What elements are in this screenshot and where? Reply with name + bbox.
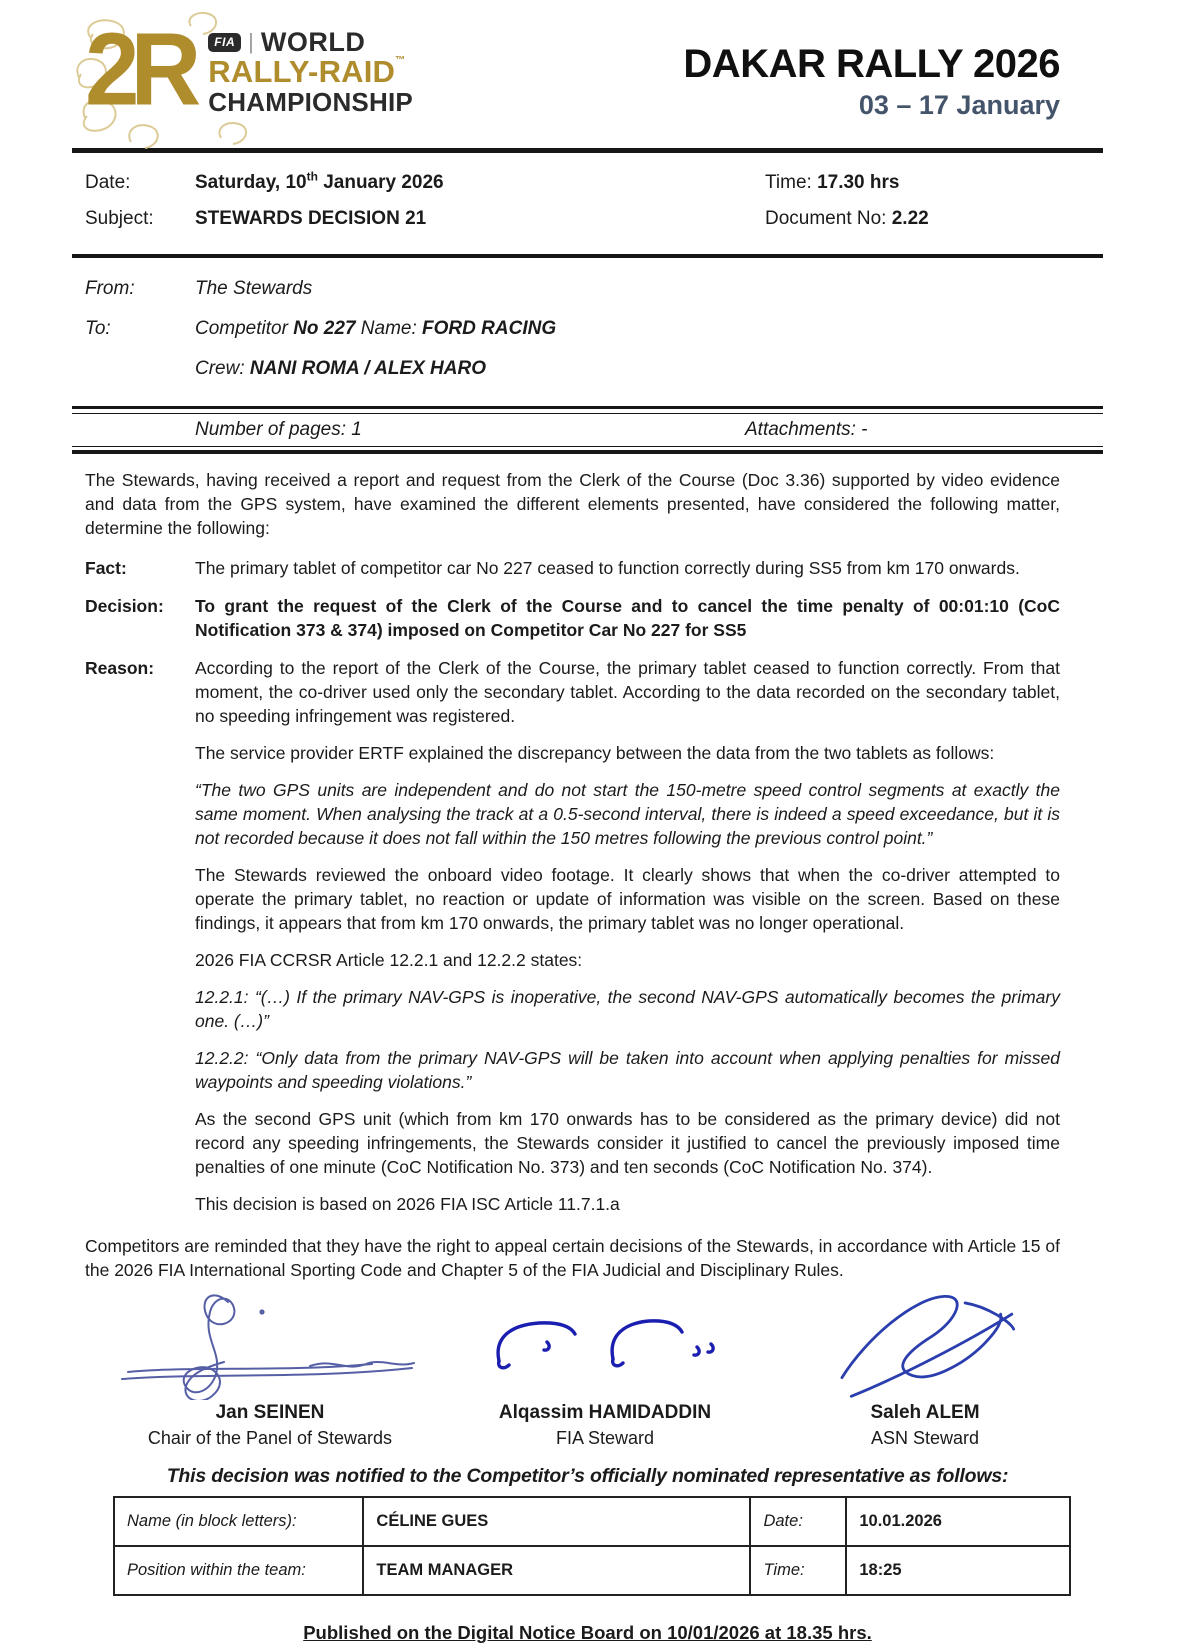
- subject-row: [85, 208, 1060, 230]
- steward-role: Chair of the Panel of Stewards: [147, 1428, 393, 1448]
- reason-paragraph: According to the report of the Clerk of the Course, the primary tablet ceased to function correctly. From that moment, the co-driver used only the secondary tablet. According to the data recorded on the secondary tablet, no speeding infringement was registered.: [195, 658, 1060, 726]
- reason-paragraph: The service provider ERTF explained the discrepancy between the data from the two tablets as follows:: [195, 743, 995, 763]
- subject-value: STEWARDS DECISION 21: [195, 208, 427, 229]
- decision-block: [85, 594, 1060, 642]
- fact-label: Fact:: [85, 558, 127, 578]
- subject-label: Subject:: [85, 208, 154, 229]
- notified-time: 18:25: [846, 1546, 1070, 1595]
- time-label: Time:: [750, 1546, 846, 1595]
- horizontal-rule-routing: [72, 406, 1103, 414]
- date-label: Date:: [85, 172, 131, 193]
- logo-separator: |: [248, 28, 254, 54]
- decision-text: To grant the request of the Clerk of the Course and to cancel the time penalty of 00:01:10 (CoC Notification 373 & 374) imposed on Competitor Car No 227 for SS5: [195, 596, 1060, 640]
- article-quote-1222: 12.2.2: “Only data from the primary NAV-GPS will be taken into account when applying penalties for missed waypoints and speeding violations.”: [195, 1048, 1060, 1092]
- logo-rally-raid-text: RALLY-RAID: [208, 54, 396, 90]
- logo-championship-text: CHAMPIONSHIP: [208, 86, 413, 117]
- event-title-block: [683, 20, 1060, 121]
- time-value: Time: 17.30 hrs: [765, 172, 900, 193]
- fact-text: The primary tablet of competitor car No 227 ceased to function correctly during SS5 from km 170 onwards.: [195, 558, 1020, 578]
- document-header: [72, 0, 1103, 148]
- to-label: To:: [85, 318, 111, 339]
- w2rc-logo: [85, 11, 413, 127]
- document-number: Document No: 2.22: [765, 208, 929, 229]
- from-label: From:: [85, 278, 135, 299]
- crew-row: [85, 358, 1060, 380]
- crew-names: NANI ROMA / ALEX HARO: [249, 358, 486, 379]
- steward-role: FIA Steward: [555, 1428, 655, 1448]
- ordinal-superscript: th: [306, 169, 318, 184]
- pages-row: [72, 414, 1103, 446]
- table-row: [114, 1497, 1070, 1546]
- reason-paragraph: The Stewards reviewed the onboard video footage. It clearly shows that when the co-driver attempted to operate the primary tablet, no reaction or update of information was visible on the screen. Based on these findings, it appears that from km 170 onwards, the primary tablet was no longer operational.: [195, 865, 1060, 933]
- notification-table: [113, 1496, 1071, 1596]
- signature-saleh-alem: [820, 1288, 1030, 1400]
- routing-section: [72, 258, 1103, 406]
- name-label: Name (in block letters):: [114, 1497, 363, 1546]
- from-value: The Stewards: [195, 278, 313, 299]
- notified-date: 10.01.2026: [846, 1497, 1070, 1546]
- reason-label: Reason:: [85, 658, 155, 678]
- to-row: [85, 318, 1060, 340]
- intro-paragraph: The Stewards, having received a report and request from the Clerk of the Course (Doc 3.36) supported by video evidence and data from the GPS system, have examined the different elements presented, have considered the following matter, determine the following:: [85, 470, 1060, 538]
- reason-paragraph: 2026 FIA CCRSR Article 12.2.1 and 12.2.2 states:: [195, 950, 583, 970]
- steward-role: ASN Steward: [870, 1428, 980, 1448]
- position-label: Position within the team:: [114, 1546, 363, 1595]
- meta-section: [72, 153, 1103, 254]
- number-of-pages: Number of pages: 1: [195, 419, 362, 440]
- reason-block: [85, 656, 1060, 1216]
- signature-block-fia-steward: [455, 1288, 755, 1449]
- horizontal-rule-body-top: [72, 446, 1103, 454]
- reason-text: [195, 656, 1060, 1216]
- article-quote-1221: 12.2.1: “(…) If the primary NAV-GPS is inoperative, the second NAV-GPS automatically becomes the primary one. (…)”: [195, 987, 1060, 1031]
- signatures-section: [72, 1282, 1103, 1449]
- signature-block-chair: [85, 1288, 455, 1449]
- legal-basis: This decision is based on 2026 FIA ISC Article 11.7.1.a: [195, 1194, 620, 1214]
- representative-position: TEAM MANAGER: [363, 1546, 750, 1595]
- representative-name: CÉLINE GUES: [363, 1497, 750, 1546]
- decision-body: [72, 454, 1103, 1282]
- championship-wordmark: [208, 22, 413, 115]
- publication-notice: Published on the Digital Notice Board on 10/01/2026 at 18.35 hrs.: [303, 1622, 872, 1643]
- steward-name: Saleh ALEM: [870, 1402, 980, 1423]
- date-row: [85, 169, 1060, 194]
- steward-name: Jan SEINEN: [215, 1402, 325, 1423]
- logo-world-text: WORLD: [260, 27, 366, 58]
- appeal-notice: Competitors are reminded that they have the right to appeal certain decisions of the Stewards, in accordance with Article 15 of the 2026 FIA International Sporting Code and Chapter 5 of the FIA Judicial and Disciplinary Rules.: [85, 1236, 1060, 1280]
- fact-block: [85, 556, 1060, 580]
- trademark-symbol: ™: [395, 55, 406, 67]
- date-label: Date:: [750, 1497, 846, 1546]
- competitor-number: No 227: [293, 318, 356, 339]
- event-title: DAKAR RALLY 2026: [683, 42, 1060, 86]
- event-dates: 03 – 17 January: [858, 90, 1060, 120]
- from-row: [85, 278, 1060, 300]
- date-value: Saturday, 10th January 2026: [195, 169, 444, 193]
- reason-paragraph: As the second GPS unit (which from km 170 onwards has to be considered as the primary device) did not record any speeding infringements, the Stewards consider it justified to cancel the previously imposed time penalties of one minute (CoC Notification No. 373) and ten seconds (CoC Notification No. 374).: [195, 1109, 1060, 1177]
- ertf-quote: “The two GPS units are independent and do not start the 150-metre speed control segments at exactly the same moment. When analysing the track at a 0.5-second interval, there is indeed a speed exceedance, but it is not recorded because it does not fall within the 150 metres following the previous control point.”: [195, 780, 1060, 848]
- to-value: Competitor No 227 Name: FORD RACING: [195, 318, 557, 339]
- signature-jan-seinen: [110, 1288, 430, 1400]
- table-row: [114, 1546, 1070, 1595]
- attachments: Attachments: -: [745, 419, 868, 440]
- fia-logo: FIA: [208, 33, 241, 51]
- decision-label: Decision:: [85, 596, 164, 616]
- notification-heading: This decision was notified to the Competitor’s officially nominated representative as follows:: [166, 1465, 1009, 1487]
- crew-value: Crew: NANI ROMA / ALEX HARO: [195, 358, 486, 379]
- signature-alqassim-hamidaddin: [485, 1288, 725, 1400]
- steward-name: Alqassim HAMIDADDIN: [498, 1402, 712, 1423]
- 2r-logo: 2R: [85, 11, 193, 127]
- signature-block-asn-steward: [755, 1288, 1095, 1449]
- competitor-name: FORD RACING: [422, 318, 557, 339]
